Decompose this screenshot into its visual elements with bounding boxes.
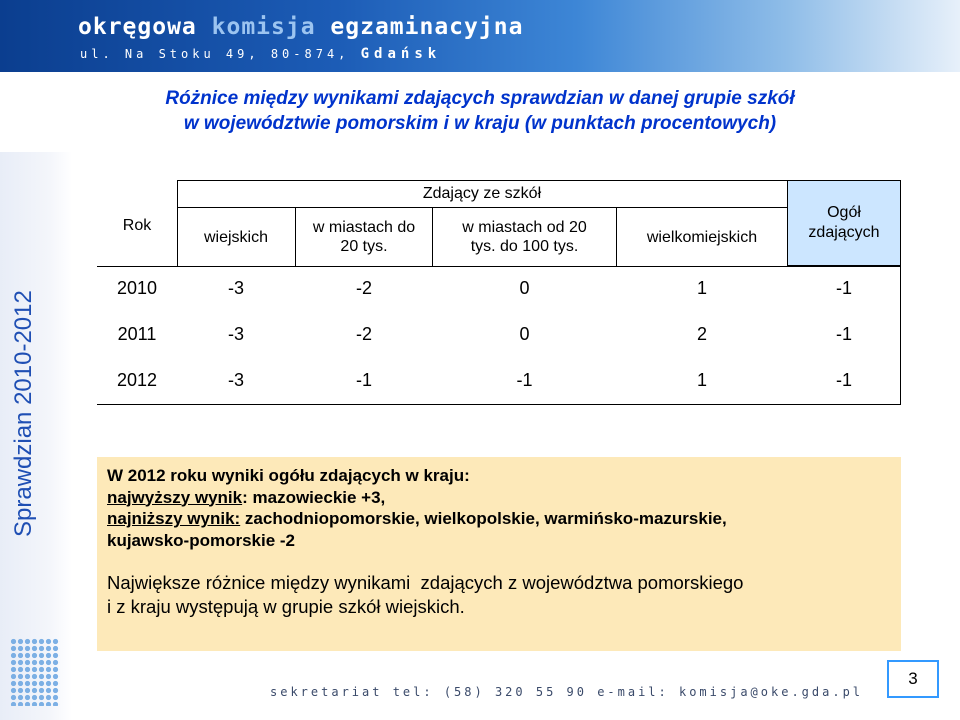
- results-table: [97, 180, 901, 405]
- cell-value: 1: [696, 370, 707, 390]
- info-lowest-cont: kujawsko-pomorskie -2: [107, 530, 296, 550]
- lowest-label: najniższy wynik:: [107, 509, 241, 528]
- header-col-big-cities: wielkomiejskich: [646, 228, 758, 246]
- cell-year: 2011: [117, 324, 157, 344]
- info-box: [97, 457, 901, 651]
- table-row: [97, 358, 901, 403]
- cell-year: 2012: [116, 370, 158, 390]
- header-year: Rok: [122, 217, 152, 234]
- info-lowest: [107, 508, 891, 530]
- highest-label: najwyższy wynik: [107, 487, 243, 507]
- table-row: [97, 312, 901, 357]
- cell-value: -2: [355, 278, 372, 298]
- address-text: ul. Na Stoku 49, 80-874,: [80, 47, 361, 61]
- cell-value: -3: [227, 278, 244, 298]
- dot-pattern-icon: [10, 638, 60, 706]
- cell-value: 2: [696, 324, 707, 344]
- header-col-small-towns: w miastach do 20 tys.: [312, 219, 416, 255]
- info-conclusion: [107, 571, 891, 619]
- vertical-section-label: Sprawdzian 2010-2012: [10, 290, 37, 537]
- conclusion-line2: i z kraju występują w grupie szkół wiejskich.: [107, 596, 465, 617]
- table-border-bottom: [97, 404, 901, 405]
- org-name-part1: okręgowa: [78, 14, 212, 40]
- info-line1: W 2012 roku wyniki ogółu zdających w kraju:: [107, 466, 470, 485]
- table-row: [97, 266, 901, 311]
- cell-value: -3: [227, 324, 244, 344]
- footer-contact: sekretariat tel: (58) 320 55 90 e-mail: komisja@oke.gda.pl: [270, 685, 864, 699]
- header-col-rural: wiejskich: [203, 228, 268, 246]
- cell-total: -1: [835, 370, 852, 390]
- header-total-label: Ogół zdających: [808, 204, 880, 241]
- cell-value: -2: [355, 324, 372, 344]
- cell-value: -1: [516, 370, 533, 390]
- cell-total: -1: [835, 278, 852, 298]
- cell-value: -1: [355, 370, 372, 390]
- org-address: [80, 46, 441, 62]
- cell-value: -3: [227, 370, 244, 390]
- header-total: [787, 180, 901, 266]
- cell-year: 2010: [116, 278, 158, 298]
- highest-value: : mazowieckie +3,: [242, 487, 386, 507]
- address-city: Gdańsk: [360, 46, 442, 62]
- page-number: 3: [887, 660, 939, 698]
- cell-value: 0: [519, 278, 530, 298]
- slide-title: [70, 86, 890, 136]
- lowest-value: zachodniopomorskie, wielkopolskie, warmińsko-mazurskie,: [240, 509, 727, 528]
- header-banner: [0, 0, 960, 72]
- conclusion-line1: Największe różnice między wynikami zdających z województwa pomorskiego: [107, 572, 744, 593]
- cell-value: 0: [519, 324, 530, 344]
- org-name-part3: egzaminacyjna: [330, 14, 524, 40]
- slide-title-line2: w województwie pomorskim i w kraju (w punktach procentowych): [183, 113, 777, 134]
- header-group: Zdający ze szkół: [422, 185, 542, 202]
- header-col-medium-towns: w miastach od 20 tys. do 100 tys.: [462, 219, 587, 255]
- slide-title-line1: Różnice między wynikami zdających sprawdzian w danej grupie szkół: [165, 88, 795, 109]
- org-name: [78, 14, 523, 40]
- cell-value: 1: [696, 278, 707, 298]
- cell-total: -1: [835, 324, 852, 344]
- org-name-part2: komisja: [211, 14, 331, 40]
- info-highest: [107, 487, 891, 509]
